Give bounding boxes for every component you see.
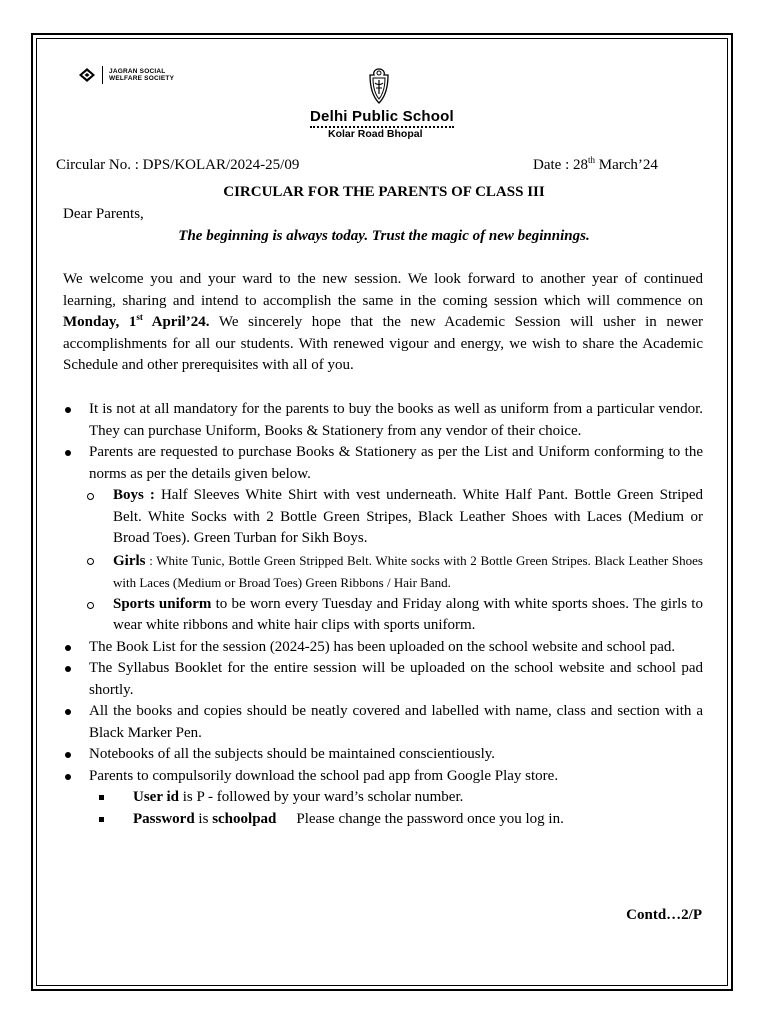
school-name: Delhi Public School <box>310 108 454 128</box>
list-item-user-id: User id is P - followed by your ward’s scholar number. <box>133 789 464 805</box>
list-item-sports-uniform: Sports uniform to be worn every Tuesday and Friday along with white sports shoes. The girls to wear white ribbons and white hair clips with sports uniform. <box>113 595 703 633</box>
list-item-girls-uniform: Girls : White Tunic, Bottle Green Stripped Belt. White socks with 2 Bottle Green Stripes. Black Leather Shoes with Laces (Medium or Broad Toes) Green Ribbons / Hair Band. <box>113 552 703 590</box>
society-name-line2: WELFARE SOCIETY <box>109 75 175 82</box>
salutation: Dear Parents, <box>63 206 144 222</box>
circular-number: Circular No. : DPS/KOLAR/2024-25/09 <box>56 157 300 173</box>
list-item-covered: All the books and copies should be neatly covered and labelled with name, class and section with a Black Marker Pen. <box>89 703 703 741</box>
society-divider <box>101 66 104 84</box>
instructions-list <box>63 399 703 830</box>
intro-paragraph: We welcome you and your ward to the new session. We look forward to another year of continued learning, sharing and intend to accomplish the same in the coming session which will commence on Monday, 1st April’24. We sincerely hope that the new Academic Session will usher in newer accomplishments for all our students. With renewed vigour and energy, we wish to share the Academic Schedule and other prerequisites with all of you. <box>63 271 704 373</box>
motto: The beginning is always today. Trust the magic of new beginnings. <box>178 228 590 244</box>
list-item-vendor: It is not at all mandatory for the parents to buy the books as well as uniform from a particular vendor. They can purchase Uniform, Books & Stationery from any vendor of their choice. <box>89 401 703 439</box>
circular-title: CIRCULAR FOR THE PARENTS OF CLASS III <box>223 184 545 200</box>
circular-date: Date : 28th March’24 <box>533 155 658 173</box>
school-crest-icon <box>365 67 393 110</box>
list-item-app: Parents to compulsorily download the school pad app from Google Play store. <box>89 767 559 784</box>
society-name-line1: JAGRAN SOCIAL <box>109 68 166 75</box>
list-item-boys-uniform: Boys : Half Sleeves White Shirt with vest underneath. White Half Pant. Bottle Green Striped Belt. White Socks with 2 Bottle Green Stripes, Black Leather Shoes with Laces (Medium or Broad Toes). Green Turban for Sikh Boys. <box>113 487 703 546</box>
list-item-purchase: Parents are requested to purchase Books & Stationery as per the List and Uniform conforming to the norms as per the details given below. <box>89 444 703 482</box>
society-logo <box>78 66 174 84</box>
list-item-syllabus: The Syllabus Booklet for the entire session will be uploaded on the school website and school pad shortly. <box>89 660 703 698</box>
society-emblem-icon <box>78 67 96 83</box>
continued-note: Contd…2/P <box>626 907 702 923</box>
list-item-password: Password is schoolpad Please change the password once you log in. <box>133 810 564 827</box>
school-location: Kolar Road Bhopal <box>328 128 423 140</box>
list-item-notebooks: Notebooks of all the subjects should be maintained conscientiously. <box>89 746 496 762</box>
list-item-booklist: The Book List for the session (2024-25) has been uploaded on the school website and school pad. <box>89 638 676 655</box>
